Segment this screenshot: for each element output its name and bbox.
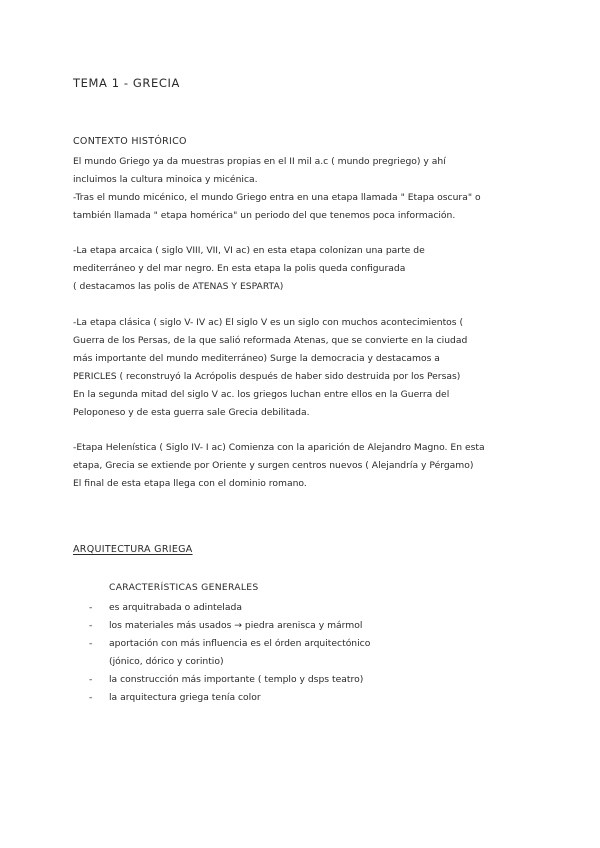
list-item <box>89 599 370 617</box>
list-item <box>89 617 370 635</box>
text-line: ( destacamos las polis de ATENAS Y ESPARTA) <box>73 281 284 292</box>
list-item-text: la construcción más importante ( templo y dsps teatro) <box>109 674 364 685</box>
text-line: El mundo Griego ya da muestras propias en el II mil a.c ( mundo pregriego) y ahí <box>73 156 446 167</box>
text-line: -Tras el mundo micénico, el mundo Griego entra en una etapa llamada " Etapa oscura" o <box>73 192 481 203</box>
text-line: El final de esta etapa llega con el dominio romano. <box>73 478 307 489</box>
list-item-text: los materiales más usados → piedra arenisca y mármol <box>109 620 363 631</box>
text-line: PERICLES ( reconstruyó la Acrópolis después de haber sido destruida por los Persas) <box>73 371 461 382</box>
list-item <box>89 689 370 707</box>
text-line: más importante del mundo mediterráneo) Surge la democracia y destacamos a <box>73 353 440 364</box>
bullet-dash: - <box>89 638 93 649</box>
paragraph-etapa-helenistica <box>73 439 535 493</box>
section-heading-contexto: CONTEXTO HISTÓRICO <box>73 136 187 147</box>
text-line: Guerra de los Persas, de la que salió reformada Atenas, que se convierte en la ciudad <box>73 335 468 346</box>
bullet-dash: - <box>89 620 93 631</box>
text-line: también llamada " etapa homérica" un periodo del que tenemos poca información. <box>73 210 456 221</box>
bullet-dash: - <box>89 692 93 703</box>
list-item <box>89 635 370 653</box>
subheading-caracteristicas: CARACTERÍSTICAS GENERALES <box>109 582 259 593</box>
text-line: -La etapa clásica ( siglo V- IV ac) El siglo V es un siglo con muchos acontecimientos ( <box>73 317 464 328</box>
bullet-dash: - <box>89 674 93 685</box>
text-line: -Etapa Helenística ( Siglo IV- I ac) Comienza con la aparición de Alejandro Magno. En esta <box>73 442 485 453</box>
text-line: En la segunda mitad del siglo V ac. los griegos luchan entre ellos en la Guerra del <box>73 389 450 400</box>
bullet-dash: - <box>89 602 93 613</box>
paragraph-etapa-arcaica <box>73 242 535 296</box>
text-line: Peloponeso y de esta guerra sale Grecia debilitada. <box>73 407 310 418</box>
section-heading-arquitectura: ARQUITECTURA GRIEGA <box>73 544 193 555</box>
paragraph-etapa-clasica <box>73 314 535 422</box>
list-item-text: es arquitrabada o adintelada <box>109 602 242 613</box>
text-line: mediterráneo y del mar negro. En esta etapa la polis queda configurada <box>73 263 406 274</box>
list-item-text: (jónico, dórico y corintio) <box>109 656 224 667</box>
list-item-text: aportación con más influencia es el órden arquitectónico <box>109 638 371 649</box>
list-item <box>89 671 370 689</box>
bullet-list <box>89 599 370 707</box>
list-item-continuation <box>89 653 370 671</box>
list-item-text: la arquitectura griega tenía color <box>109 692 261 703</box>
page-title: TEMA 1 - GRECIA <box>73 76 180 90</box>
text-line: -La etapa arcaica ( siglo VIII, VII, VI ac) en esta etapa colonizan una parte de <box>73 245 425 256</box>
paragraph-intro <box>73 153 535 225</box>
text-line: etapa, Grecia se extiende por Oriente y surgen centros nuevos ( Alejandría y Pérgamo) <box>73 460 474 471</box>
text-line: incluimos la cultura minoica y micénica. <box>73 174 258 185</box>
